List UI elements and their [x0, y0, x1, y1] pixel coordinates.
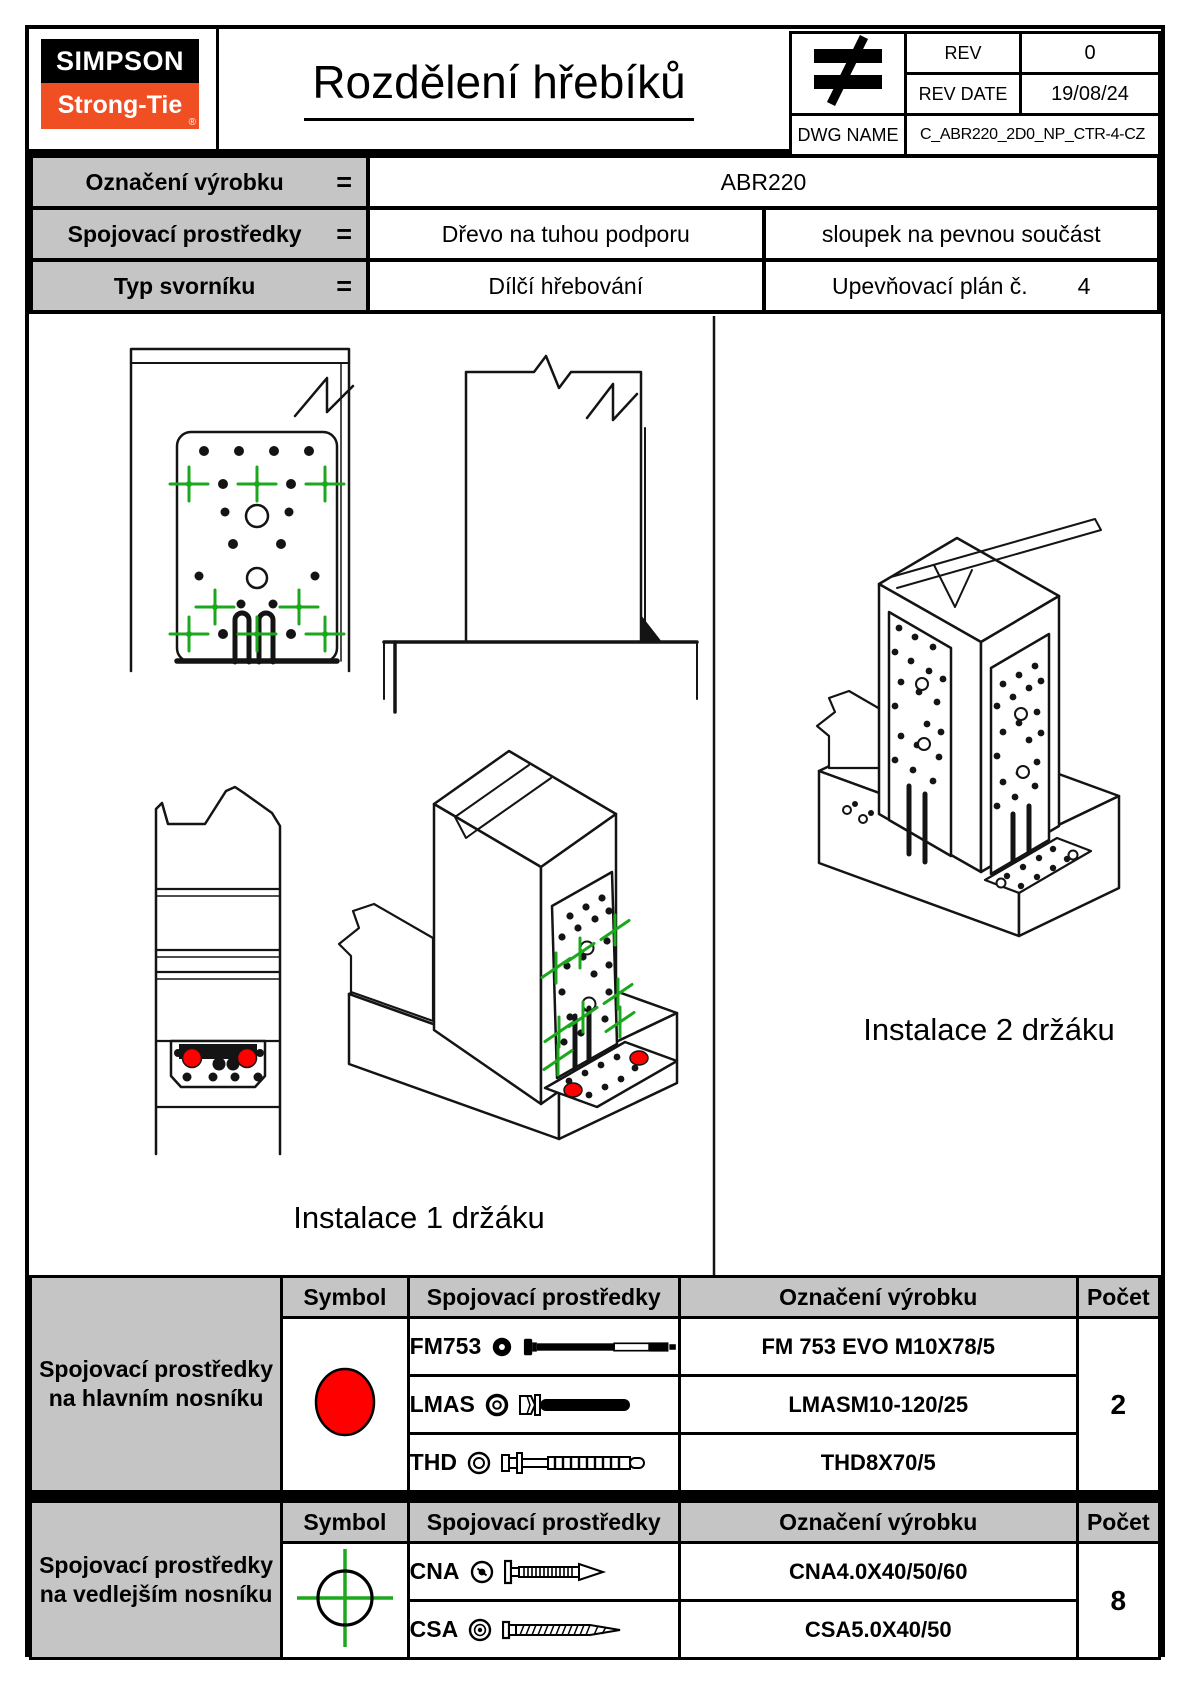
not-equal-icon: [800, 34, 896, 108]
hex-anchor-bolt-icon: [519, 1391, 637, 1419]
product-label-cell: Označení výrobku =: [31, 156, 368, 208]
not-equal-symbol-cell: [791, 33, 906, 115]
fastener-code: FM753: [409, 1333, 482, 1359]
fasteners-label-cell: Spojovací prostředky =: [31, 208, 368, 260]
front-view-drawing: [131, 349, 353, 671]
technical-drawing-canvas: [29, 316, 1161, 1275]
fixing-plan-label: Upevňovací plán č.: [832, 272, 1028, 299]
simpson-strongtie-logo: [41, 39, 199, 129]
info-row-bolt-type: [31, 260, 1159, 312]
bolt-type-value: Dílčí hřebování: [368, 260, 764, 312]
product-header: Označení výrobku: [679, 1277, 1077, 1318]
product-name: LMASM10-120/25: [679, 1376, 1077, 1434]
concrete-bolt-icon: [523, 1333, 678, 1361]
symbol-cell-main: [282, 1318, 409, 1492]
threaded-stud-icon: [501, 1449, 651, 1477]
revision-title-block: [789, 31, 1161, 157]
installation-2-label: Instalace 2 držáku: [863, 1012, 1115, 1047]
equals-sign: =: [336, 270, 352, 301]
table-separator: [29, 1493, 1161, 1500]
wood-screw-icon: [502, 1616, 638, 1644]
ring-head-icon: [466, 1450, 492, 1476]
registered-mark: ®: [188, 117, 196, 128]
sheet-title: Rozdělení hřebíků: [304, 55, 693, 121]
rev-label: REV: [906, 33, 1021, 74]
symbol-cell-secondary: [282, 1543, 409, 1659]
offset-dot-head-icon: [469, 1559, 495, 1585]
fastener-code: CSA: [409, 1616, 459, 1642]
double-ring-head-icon: [484, 1392, 510, 1418]
anchor-marker-red: [183, 1049, 202, 1068]
fastener-code-cell: [408, 1601, 679, 1659]
fastener-header: Spojovací prostředky: [408, 1277, 679, 1318]
count-value-main: 2: [1077, 1318, 1159, 1492]
drawing-sheet-frame: [25, 25, 1165, 1657]
symbol-header: Symbol: [282, 1277, 409, 1318]
fastener-code-cell: [408, 1376, 679, 1434]
sheet-title-wrap: [219, 29, 779, 147]
info-row-product: [31, 156, 1159, 208]
green-crosshair-marker-icon: [291, 1544, 399, 1652]
secondary-member-fastener-table: [29, 1500, 1161, 1660]
fasteners-value-2: sloupek na pevnou součást: [764, 208, 1160, 260]
product-header: Označení výrobku: [679, 1502, 1077, 1543]
fasteners-value-1: Dřevo na tuhou podporu: [368, 208, 764, 260]
side-view-drawing: [384, 356, 697, 712]
product-value: ABR220: [368, 156, 1159, 208]
fastener-code: LMAS: [409, 1391, 475, 1417]
logo-strongtie: Strong-Tie ®: [41, 83, 199, 129]
iso-view-installation-2: [817, 519, 1119, 936]
main-member-fastener-table: [29, 1275, 1161, 1493]
drawing-area: [29, 316, 1161, 1275]
logo-block: [29, 29, 219, 149]
product-name: CSA5.0X40/50: [679, 1601, 1077, 1659]
symbol-header: Symbol: [282, 1502, 409, 1543]
fixing-plan-number: 4: [1077, 272, 1091, 299]
rev-value: 0: [1021, 33, 1160, 74]
rev-date-label: REV DATE: [906, 74, 1021, 115]
fastener-code-cell: [408, 1318, 679, 1376]
rev-date-value: 19/08/24: [1021, 74, 1160, 115]
anchor-marker-red: [238, 1049, 257, 1068]
dwg-name-label: DWG NAME: [791, 115, 906, 156]
equals-sign: =: [336, 218, 352, 249]
fastener-code-cell: [408, 1434, 679, 1492]
info-row-fasteners: [31, 208, 1159, 260]
red-dot-marker-icon: [305, 1360, 385, 1444]
ring-shank-nail-icon: [504, 1558, 622, 1586]
dot-ring-head-icon: [467, 1617, 493, 1643]
fastener-code-cell: [408, 1543, 679, 1601]
product-name: THD8X70/5: [679, 1434, 1077, 1492]
washer-head-icon: [490, 1334, 514, 1360]
iso-view-installation-1: [339, 751, 677, 1139]
installation-1-label: Instalace 1 držáku: [293, 1200, 545, 1235]
equals-sign: =: [336, 166, 352, 197]
fastener-code: THD: [409, 1449, 457, 1475]
anchor-marker-red: [630, 1051, 648, 1065]
product-info-table: [29, 154, 1161, 314]
fastener-header: Spojovací prostředky: [408, 1502, 679, 1543]
group-label-main: Spojovací prostředky na hlavním nosníku: [31, 1277, 282, 1492]
count-header: Počet: [1077, 1277, 1159, 1318]
fastener-tables: [29, 1275, 1161, 1660]
anchor-marker-red: [564, 1083, 582, 1097]
product-name: FM 753 EVO M10X78/5: [679, 1318, 1077, 1376]
fixing-plan-cell: [764, 260, 1160, 312]
fastener-code: CNA: [409, 1558, 460, 1584]
logo-simpson: SIMPSON: [41, 39, 199, 83]
bolt-type-label-cell: Typ svorníku =: [31, 260, 368, 312]
group-label-secondary: Spojovací prostředky na vedlejším nosníku: [31, 1502, 282, 1659]
product-name: CNA4.0X40/50/60: [679, 1543, 1077, 1601]
count-header: Počet: [1077, 1502, 1159, 1543]
dwg-name-value: C_ABR220_2D0_NP_CTR-4-CZ: [906, 115, 1160, 156]
count-value-secondary: 8: [1077, 1543, 1159, 1659]
bottom-view-drawing: [156, 787, 280, 1154]
sheet-header: [29, 29, 1161, 154]
